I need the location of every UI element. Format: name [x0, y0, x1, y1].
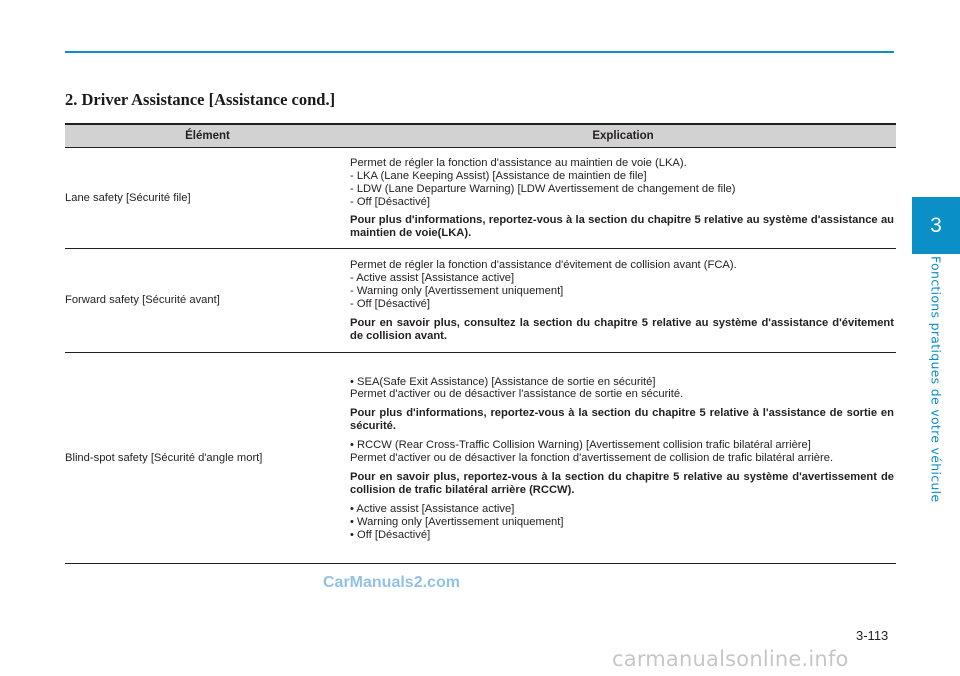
- explanation-line: Permet de régler la fonction d'assistance au maintien de voie (LKA).: [350, 156, 687, 169]
- explanation-line: - Warning only [Avertissement uniquement]: [350, 285, 564, 298]
- option-line: • Active assist [Assistance active]: [350, 502, 515, 515]
- settings-table: [65, 123, 896, 564]
- explanation-line: - LKA (Lane Keeping Assist) [Assistance de maintien de file]: [350, 169, 647, 182]
- explanation-line: Permet d'activer ou de désactiver l'assistance de sortie en sécurité.: [350, 388, 684, 401]
- explanation-line: • RCCW (Rear Cross-Traffic Collision Warning) [Avertissement collision trafic bilatéral arrière]: [350, 439, 811, 452]
- explanation-cell: [350, 148, 896, 249]
- page-number: 3-113: [856, 628, 889, 643]
- chapter-title: Fonctions pratiques de votre véhicule: [928, 255, 944, 503]
- reference-note: Pour en savoir plus, consultez la section du chapitre 5 relative au système d'assistance d'évitement de collision avant.: [350, 316, 894, 342]
- reference-note: Pour en savoir plus, reportez-vous à la section du chapitre 5 relative au système d'avertissement de collision de trafic bilatéral arrière (RCCW).: [350, 470, 894, 496]
- explanation-line: - Active assist [Assistance active]: [350, 272, 515, 285]
- site-watermark[interactable]: carmanualsonline.info: [612, 647, 849, 671]
- element-cell: Lane safety [Sécurité file]: [65, 148, 350, 249]
- explanation-line: - Off [Désactivé]: [350, 195, 430, 208]
- column-header-explanation: Explication: [350, 124, 896, 148]
- option-line: • Off [Désactivé]: [350, 528, 431, 541]
- element-cell: Blind-spot safety [Sécurité d'angle mort]: [65, 353, 350, 564]
- reference-note: Pour plus d'informations, reportez-vous à la section du chapitre 5 relative à l'assistance de sortie en sécurité.: [350, 407, 894, 433]
- table-row: [65, 148, 896, 249]
- explanation-line: Permet de régler la fonction d'assistance d'évitement de collision avant (FCA).: [350, 259, 737, 272]
- header-rule: [65, 51, 894, 53]
- explanation-line: - Off [Désactivé]: [350, 298, 430, 310]
- explanation-line: Permet d'activer ou de désactiver la fonction d'avertissement de collision de trafic bilatéral arrière.: [350, 452, 834, 465]
- table-row: [65, 249, 896, 353]
- explanation-cell: [350, 249, 896, 353]
- chapter-number: 3: [930, 213, 942, 237]
- table-header-row: [65, 124, 896, 148]
- explanation-line: - LDW (Lane Departure Warning) [LDW Avertissement de changement de file): [350, 182, 736, 195]
- explanation-cell: [350, 353, 896, 564]
- table-row: [65, 353, 896, 564]
- explanation-line: • SEA(Safe Exit Assistance) [Assistance de sortie en sécurité]: [350, 375, 656, 388]
- chapter-tab[interactable]: [912, 197, 960, 254]
- carmanuals-watermark[interactable]: CarManuals2.com: [323, 574, 460, 591]
- option-line: • Warning only [Avertissement uniquement]: [350, 515, 564, 528]
- element-cell: Forward safety [Sécurité avant]: [65, 249, 350, 353]
- section-title: 2. Driver Assistance [Assistance cond.]: [65, 90, 336, 109]
- reference-note: Pour plus d'informations, reportez-vous à la section du chapitre 5 relative au système d'assistance au maintien de voie(LKA).: [350, 214, 894, 240]
- column-header-element: Élément: [65, 124, 350, 148]
